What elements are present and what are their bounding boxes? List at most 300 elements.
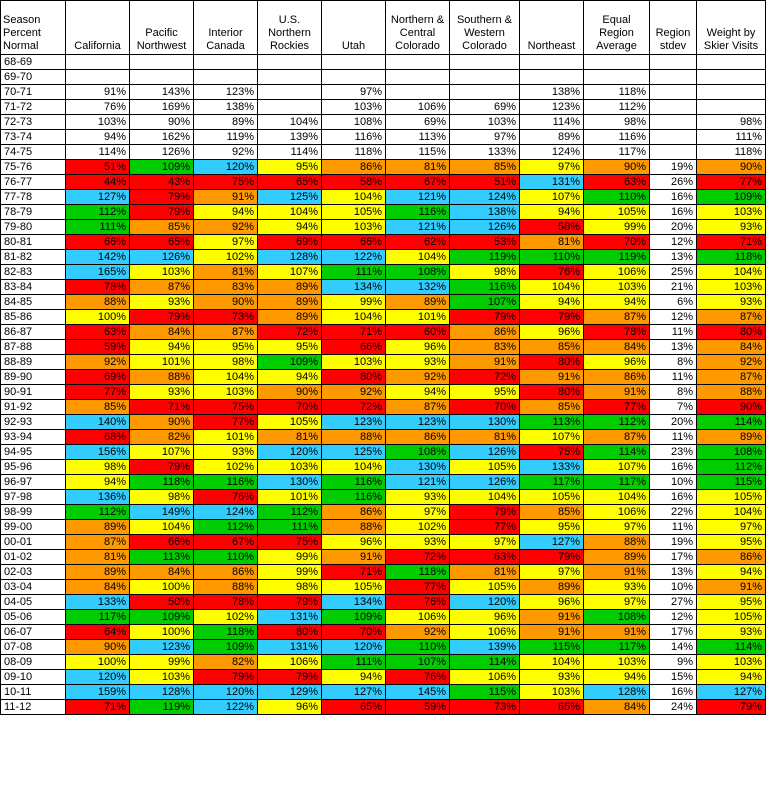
season-cell[interactable]: 78-79 [1, 205, 66, 220]
value-cell[interactable]: 116% [194, 475, 258, 490]
value-cell[interactable]: 87% [130, 280, 194, 295]
value-cell[interactable]: 87% [386, 400, 450, 415]
value-cell[interactable]: 106% [584, 265, 650, 280]
value-cell[interactable]: 114% [584, 445, 650, 460]
value-cell[interactable]: 110% [194, 550, 258, 565]
value-cell[interactable]: 91% [520, 610, 584, 625]
value-cell[interactable]: 103% [130, 265, 194, 280]
value-cell[interactable]: 70% [258, 400, 322, 415]
value-cell[interactable]: 134% [322, 280, 386, 295]
value-cell[interactable]: 107% [130, 445, 194, 460]
value-cell[interactable]: 101% [194, 430, 258, 445]
value-cell[interactable]: 80% [697, 325, 766, 340]
value-cell[interactable]: 79% [520, 550, 584, 565]
value-cell[interactable]: 120% [322, 640, 386, 655]
value-cell[interactable]: 121% [386, 475, 450, 490]
value-cell[interactable]: 86% [322, 505, 386, 520]
header-northern-central-colorado[interactable]: Northern & Central Colorado [386, 1, 450, 55]
value-cell[interactable]: 124% [194, 505, 258, 520]
value-cell[interactable]: 94% [386, 385, 450, 400]
season-cell[interactable]: 10-11 [1, 685, 66, 700]
value-cell[interactable]: 90% [194, 295, 258, 310]
value-cell[interactable]: 93% [130, 385, 194, 400]
value-cell[interactable] [450, 55, 520, 70]
value-cell[interactable]: 92% [386, 370, 450, 385]
value-cell[interactable]: 96% [520, 595, 584, 610]
value-cell[interactable]: 94% [584, 670, 650, 685]
value-cell[interactable]: 77% [386, 580, 450, 595]
value-cell[interactable]: 105% [450, 460, 520, 475]
value-cell[interactable]: 111% [322, 655, 386, 670]
value-cell[interactable] [697, 100, 766, 115]
value-cell[interactable]: 93% [697, 220, 766, 235]
value-cell[interactable]: 103% [584, 280, 650, 295]
value-cell[interactable]: 106% [258, 655, 322, 670]
value-cell[interactable]: 20% [650, 415, 697, 430]
value-cell[interactable]: 94% [258, 220, 322, 235]
value-cell[interactable]: 98% [584, 115, 650, 130]
value-cell[interactable]: 109% [322, 610, 386, 625]
value-cell[interactable]: 79% [450, 310, 520, 325]
value-cell[interactable]: 115% [697, 475, 766, 490]
value-cell[interactable]: 88% [194, 580, 258, 595]
value-cell[interactable]: 165% [66, 265, 130, 280]
value-cell[interactable]: 114% [258, 145, 322, 160]
value-cell[interactable]: 63% [584, 175, 650, 190]
value-cell[interactable]: 105% [520, 490, 584, 505]
value-cell[interactable]: 156% [66, 445, 130, 460]
value-cell[interactable]: 120% [66, 670, 130, 685]
value-cell[interactable]: 43% [130, 175, 194, 190]
value-cell[interactable]: 126% [450, 445, 520, 460]
season-cell[interactable]: 72-73 [1, 115, 66, 130]
value-cell[interactable]: 134% [322, 595, 386, 610]
value-cell[interactable]: 76% [520, 265, 584, 280]
value-cell[interactable]: 72% [450, 370, 520, 385]
value-cell[interactable]: 111% [322, 265, 386, 280]
value-cell[interactable]: 115% [386, 145, 450, 160]
value-cell[interactable]: 106% [386, 100, 450, 115]
value-cell[interactable]: 111% [66, 220, 130, 235]
value-cell[interactable]: 98% [258, 580, 322, 595]
value-cell[interactable]: 16% [650, 205, 697, 220]
value-cell[interactable]: 115% [450, 685, 520, 700]
value-cell[interactable]: 133% [450, 145, 520, 160]
season-cell[interactable]: 68-69 [1, 55, 66, 70]
season-cell[interactable]: 00-01 [1, 535, 66, 550]
value-cell[interactable]: 103% [520, 685, 584, 700]
value-cell[interactable]: 108% [386, 265, 450, 280]
value-cell[interactable]: 76% [386, 670, 450, 685]
value-cell[interactable]: 90% [584, 160, 650, 175]
value-cell[interactable]: 73% [194, 310, 258, 325]
value-cell[interactable]: 94% [584, 295, 650, 310]
value-cell[interactable]: 108% [386, 445, 450, 460]
value-cell[interactable]: 81% [66, 550, 130, 565]
value-cell[interactable]: 60% [386, 325, 450, 340]
value-cell[interactable]: 94% [66, 475, 130, 490]
header-pacific-northwest[interactable]: Pacific Northwest [130, 1, 194, 55]
value-cell[interactable] [584, 55, 650, 70]
season-cell[interactable]: 88-89 [1, 355, 66, 370]
value-cell[interactable]: 75% [520, 445, 584, 460]
value-cell[interactable]: 111% [258, 520, 322, 535]
value-cell[interactable]: 17% [650, 550, 697, 565]
value-cell[interactable]: 159% [66, 685, 130, 700]
value-cell[interactable]: 19% [650, 160, 697, 175]
value-cell[interactable]: 94% [130, 340, 194, 355]
value-cell[interactable]: 103% [322, 220, 386, 235]
value-cell[interactable]: 95% [520, 520, 584, 535]
value-cell[interactable]: 96% [520, 325, 584, 340]
value-cell[interactable]: 103% [584, 655, 650, 670]
value-cell[interactable]: 90% [66, 640, 130, 655]
value-cell[interactable]: 94% [520, 205, 584, 220]
value-cell[interactable]: 96% [322, 535, 386, 550]
value-cell[interactable]: 73% [450, 700, 520, 715]
value-cell[interactable]: 87% [584, 310, 650, 325]
value-cell[interactable]: 71% [322, 565, 386, 580]
value-cell[interactable]: 120% [258, 445, 322, 460]
value-cell[interactable]: 105% [322, 205, 386, 220]
value-cell[interactable]: 104% [697, 265, 766, 280]
value-cell[interactable]: 95% [450, 385, 520, 400]
value-cell[interactable]: 50% [130, 595, 194, 610]
value-cell[interactable]: 91% [520, 370, 584, 385]
value-cell[interactable]: 86% [322, 160, 386, 175]
value-cell[interactable]: 71% [697, 235, 766, 250]
value-cell[interactable]: 138% [450, 205, 520, 220]
value-cell[interactable]: 76% [66, 100, 130, 115]
value-cell[interactable]: 23% [650, 445, 697, 460]
season-cell[interactable]: 81-82 [1, 250, 66, 265]
value-cell[interactable]: 109% [130, 160, 194, 175]
season-cell[interactable]: 01-02 [1, 550, 66, 565]
value-cell[interactable]: 72% [258, 325, 322, 340]
header-southern-western-colorado[interactable]: Southern & Western Colorado [450, 1, 520, 55]
value-cell[interactable]: 85% [520, 340, 584, 355]
value-cell[interactable]: 22% [650, 505, 697, 520]
value-cell[interactable]: 10% [650, 580, 697, 595]
season-cell[interactable]: 71-72 [1, 100, 66, 115]
value-cell[interactable]: 98% [697, 115, 766, 130]
value-cell[interactable] [258, 70, 322, 85]
value-cell[interactable]: 17% [650, 625, 697, 640]
value-cell[interactable]: 105% [584, 205, 650, 220]
value-cell[interactable]: 92% [322, 385, 386, 400]
value-cell[interactable]: 103% [697, 280, 766, 295]
value-cell[interactable]: 24% [650, 700, 697, 715]
season-cell[interactable]: 09-10 [1, 670, 66, 685]
value-cell[interactable]: 77% [450, 520, 520, 535]
value-cell[interactable]: 118% [130, 475, 194, 490]
value-cell[interactable]: 88% [66, 295, 130, 310]
value-cell[interactable]: 90% [258, 385, 322, 400]
value-cell[interactable]: 129% [258, 685, 322, 700]
value-cell[interactable]: 99% [130, 655, 194, 670]
value-cell[interactable]: 97% [584, 520, 650, 535]
value-cell[interactable]: 21% [650, 280, 697, 295]
season-cell[interactable]: 97-98 [1, 490, 66, 505]
value-cell[interactable]: 112% [697, 460, 766, 475]
value-cell[interactable]: 104% [194, 370, 258, 385]
value-cell[interactable]: 81% [258, 430, 322, 445]
value-cell[interactable]: 116% [386, 205, 450, 220]
value-cell[interactable]: 69% [450, 100, 520, 115]
value-cell[interactable]: 99% [258, 550, 322, 565]
value-cell[interactable]: 16% [650, 490, 697, 505]
value-cell[interactable]: 110% [520, 250, 584, 265]
value-cell[interactable]: 117% [584, 640, 650, 655]
value-cell[interactable]: 104% [584, 490, 650, 505]
season-cell[interactable]: 91-92 [1, 400, 66, 415]
value-cell[interactable]: 114% [520, 115, 584, 130]
value-cell[interactable]: 128% [130, 685, 194, 700]
value-cell[interactable]: 10% [650, 475, 697, 490]
value-cell[interactable] [258, 55, 322, 70]
value-cell[interactable]: 91% [450, 355, 520, 370]
value-cell[interactable]: 126% [450, 475, 520, 490]
value-cell[interactable]: 97% [450, 535, 520, 550]
value-cell[interactable]: 100% [130, 580, 194, 595]
value-cell[interactable]: 87% [194, 325, 258, 340]
value-cell[interactable]: 93% [194, 445, 258, 460]
value-cell[interactable]: 127% [520, 535, 584, 550]
value-cell[interactable] [697, 70, 766, 85]
value-cell[interactable]: 104% [520, 655, 584, 670]
value-cell[interactable]: 102% [194, 250, 258, 265]
value-cell[interactable]: 70% [322, 625, 386, 640]
value-cell[interactable]: 94% [697, 565, 766, 580]
value-cell[interactable]: 105% [697, 610, 766, 625]
value-cell[interactable]: 87% [697, 310, 766, 325]
value-cell[interactable]: 103% [450, 115, 520, 130]
value-cell[interactable]: 118% [697, 250, 766, 265]
value-cell[interactable]: 114% [66, 145, 130, 160]
value-cell[interactable] [258, 85, 322, 100]
value-cell[interactable]: 112% [194, 520, 258, 535]
value-cell[interactable]: 123% [322, 415, 386, 430]
value-cell[interactable]: 104% [322, 460, 386, 475]
season-cell[interactable]: 98-99 [1, 505, 66, 520]
value-cell[interactable]: 100% [66, 310, 130, 325]
value-cell[interactable]: 99% [322, 295, 386, 310]
value-cell[interactable] [450, 70, 520, 85]
value-cell[interactable]: 82% [130, 430, 194, 445]
value-cell[interactable]: 80% [520, 385, 584, 400]
header-utah[interactable]: Utah [322, 1, 386, 55]
value-cell[interactable] [130, 55, 194, 70]
value-cell[interactable]: 127% [697, 685, 766, 700]
value-cell[interactable]: 64% [66, 625, 130, 640]
header-equal-region-average[interactable]: Equal Region Average [584, 1, 650, 55]
value-cell[interactable]: 8% [650, 355, 697, 370]
season-cell[interactable]: 77-78 [1, 190, 66, 205]
value-cell[interactable]: 91% [697, 580, 766, 595]
value-cell[interactable]: 77% [66, 385, 130, 400]
value-cell[interactable]: 67% [194, 535, 258, 550]
value-cell[interactable]: 119% [194, 130, 258, 145]
value-cell[interactable]: 109% [194, 640, 258, 655]
value-cell[interactable]: 87% [584, 430, 650, 445]
header-northeast[interactable]: Northeast [520, 1, 584, 55]
value-cell[interactable]: 11% [650, 325, 697, 340]
value-cell[interactable]: 27% [650, 595, 697, 610]
value-cell[interactable]: 113% [130, 550, 194, 565]
value-cell[interactable]: 72% [386, 550, 450, 565]
value-cell[interactable]: 116% [322, 490, 386, 505]
value-cell[interactable]: 79% [130, 190, 194, 205]
value-cell[interactable]: 98% [130, 490, 194, 505]
value-cell[interactable]: 139% [450, 640, 520, 655]
value-cell[interactable]: 11% [650, 370, 697, 385]
value-cell[interactable]: 103% [322, 100, 386, 115]
value-cell[interactable] [650, 70, 697, 85]
value-cell[interactable] [322, 70, 386, 85]
value-cell[interactable]: 86% [584, 370, 650, 385]
value-cell[interactable]: 93% [520, 670, 584, 685]
value-cell[interactable]: 93% [697, 625, 766, 640]
value-cell[interactable]: 95% [258, 160, 322, 175]
value-cell[interactable]: 26% [650, 175, 697, 190]
value-cell[interactable]: 139% [258, 130, 322, 145]
value-cell[interactable]: 67% [386, 175, 450, 190]
value-cell[interactable]: 130% [450, 415, 520, 430]
value-cell[interactable]: 96% [258, 700, 322, 715]
value-cell[interactable] [584, 70, 650, 85]
value-cell[interactable]: 71% [66, 700, 130, 715]
value-cell[interactable]: 128% [584, 685, 650, 700]
season-cell[interactable]: 07-08 [1, 640, 66, 655]
value-cell[interactable]: 85% [66, 400, 130, 415]
value-cell[interactable]: 95% [697, 535, 766, 550]
header-region-stdev[interactable]: Region stdev [650, 1, 697, 55]
value-cell[interactable]: 68% [66, 430, 130, 445]
value-cell[interactable]: 88% [130, 370, 194, 385]
value-cell[interactable]: 92% [194, 145, 258, 160]
value-cell[interactable]: 104% [258, 115, 322, 130]
value-cell[interactable]: 84% [130, 565, 194, 580]
value-cell[interactable]: 59% [386, 700, 450, 715]
value-cell[interactable]: 89% [194, 115, 258, 130]
value-cell[interactable]: 116% [450, 280, 520, 295]
value-cell[interactable]: 80% [258, 625, 322, 640]
season-cell[interactable]: 82-83 [1, 265, 66, 280]
value-cell[interactable]: 123% [386, 415, 450, 430]
value-cell[interactable]: 96% [584, 355, 650, 370]
value-cell[interactable]: 13% [650, 565, 697, 580]
value-cell[interactable]: 103% [322, 355, 386, 370]
value-cell[interactable]: 66% [322, 340, 386, 355]
value-cell[interactable]: 89% [697, 430, 766, 445]
value-cell[interactable]: 72% [322, 400, 386, 415]
value-cell[interactable]: 108% [697, 445, 766, 460]
value-cell[interactable]: 13% [650, 250, 697, 265]
value-cell[interactable]: 117% [520, 475, 584, 490]
value-cell[interactable]: 125% [258, 190, 322, 205]
value-cell[interactable]: 110% [584, 190, 650, 205]
value-cell[interactable]: 79% [258, 670, 322, 685]
value-cell[interactable]: 127% [322, 685, 386, 700]
value-cell[interactable]: 66% [130, 535, 194, 550]
value-cell[interactable]: 69% [386, 115, 450, 130]
value-cell[interactable]: 82% [194, 655, 258, 670]
value-cell[interactable]: 116% [322, 130, 386, 145]
value-cell[interactable]: 71% [130, 400, 194, 415]
value-cell[interactable]: 79% [194, 670, 258, 685]
value-cell[interactable]: 81% [194, 265, 258, 280]
value-cell[interactable]: 138% [194, 100, 258, 115]
season-cell[interactable]: 90-91 [1, 385, 66, 400]
value-cell[interactable]: 90% [697, 160, 766, 175]
value-cell[interactable]: 66% [66, 235, 130, 250]
value-cell[interactable]: 97% [697, 520, 766, 535]
value-cell[interactable]: 15% [650, 670, 697, 685]
value-cell[interactable]: 126% [130, 250, 194, 265]
value-cell[interactable]: 98% [450, 265, 520, 280]
value-cell[interactable]: 104% [697, 505, 766, 520]
value-cell[interactable]: 131% [520, 175, 584, 190]
header-interior-canada[interactable]: Interior Canada [194, 1, 258, 55]
value-cell[interactable]: 88% [322, 430, 386, 445]
value-cell[interactable]: 63% [66, 325, 130, 340]
value-cell[interactable] [450, 85, 520, 100]
value-cell[interactable] [697, 85, 766, 100]
value-cell[interactable]: 69% [258, 235, 322, 250]
value-cell[interactable]: 106% [450, 670, 520, 685]
value-cell[interactable]: 88% [584, 535, 650, 550]
season-cell[interactable]: 95-96 [1, 460, 66, 475]
value-cell[interactable]: 75% [194, 400, 258, 415]
season-cell[interactable]: 96-97 [1, 475, 66, 490]
value-cell[interactable]: 99% [258, 565, 322, 580]
value-cell[interactable]: 63% [450, 550, 520, 565]
value-cell[interactable]: 121% [386, 190, 450, 205]
value-cell[interactable]: 92% [697, 355, 766, 370]
value-cell[interactable]: 112% [258, 505, 322, 520]
value-cell[interactable]: 105% [322, 580, 386, 595]
value-cell[interactable]: 84% [697, 340, 766, 355]
value-cell[interactable]: 101% [386, 310, 450, 325]
value-cell[interactable]: 122% [322, 250, 386, 265]
season-cell[interactable]: 05-06 [1, 610, 66, 625]
value-cell[interactable]: 77% [697, 175, 766, 190]
value-cell[interactable]: 113% [386, 130, 450, 145]
value-cell[interactable]: 112% [66, 505, 130, 520]
value-cell[interactable]: 58% [520, 220, 584, 235]
value-cell[interactable]: 44% [66, 175, 130, 190]
value-cell[interactable]: 89% [520, 580, 584, 595]
value-cell[interactable]: 91% [322, 550, 386, 565]
value-cell[interactable] [520, 70, 584, 85]
value-cell[interactable]: 78% [194, 595, 258, 610]
value-cell[interactable]: 88% [322, 520, 386, 535]
value-cell[interactable]: 89% [258, 280, 322, 295]
value-cell[interactable]: 70% [450, 400, 520, 415]
season-cell[interactable]: 11-12 [1, 700, 66, 715]
value-cell[interactable] [194, 55, 258, 70]
value-cell[interactable]: 83% [194, 280, 258, 295]
value-cell[interactable]: 169% [130, 100, 194, 115]
value-cell[interactable]: 86% [386, 430, 450, 445]
value-cell[interactable]: 51% [66, 160, 130, 175]
value-cell[interactable]: 142% [66, 250, 130, 265]
value-cell[interactable]: 128% [258, 250, 322, 265]
season-cell[interactable]: 92-93 [1, 415, 66, 430]
value-cell[interactable]: 110% [386, 640, 450, 655]
value-cell[interactable]: 80% [520, 355, 584, 370]
value-cell[interactable]: 92% [386, 625, 450, 640]
